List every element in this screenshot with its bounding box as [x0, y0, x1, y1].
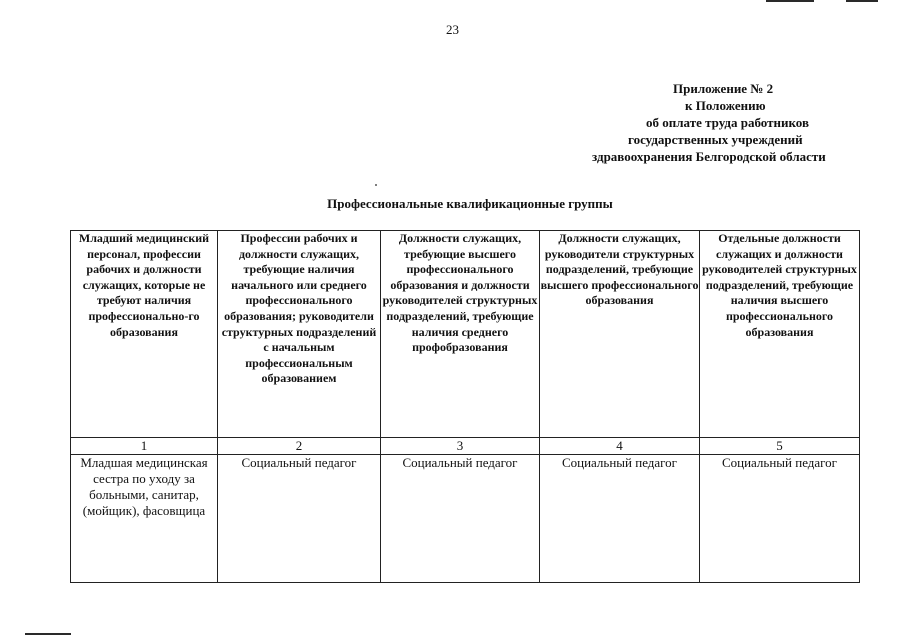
- scan-mark: [766, 0, 814, 2]
- column-header: Должности служащих, руководители структурных подразделений, требующие высшего профессионального образования: [540, 231, 700, 438]
- column-number: 3: [381, 438, 540, 455]
- column-header: Профессии рабочих и должности служащих, требующие наличия начального или среднего профессионального образования; руководители структурных подразделений с начальным профессиональным образованием: [218, 231, 381, 438]
- appendix-line: к Положению: [685, 98, 766, 113]
- table-cell: Социальный педагог: [218, 455, 381, 583]
- appendix-line: Приложение № 2: [673, 81, 774, 96]
- scan-mark: [25, 633, 71, 635]
- column-number: 5: [700, 438, 860, 455]
- column-number-row: [71, 438, 860, 455]
- column-number: 1: [71, 438, 218, 455]
- table-cell: Социальный педагог: [381, 455, 540, 583]
- document-title: Профессиональные квалификационные группы: [327, 196, 613, 211]
- appendix-line: государственных учреждений: [628, 132, 803, 147]
- appendix-line: здравоохранения Белгородской области: [592, 149, 826, 164]
- column-number: 2: [218, 438, 381, 455]
- page-number: 23: [446, 22, 459, 37]
- table-cell: Социальный педагог: [540, 455, 700, 583]
- column-number: 4: [540, 438, 700, 455]
- scan-mark: [846, 0, 878, 2]
- table-cell: Младшая медицинская сестра по уходу за больными, санитар, (мойщик), фасовщица: [71, 455, 218, 583]
- table-cell: Социальный педагог: [700, 455, 860, 583]
- qualification-groups-table: [70, 230, 860, 583]
- appendix-line: об оплате труда работников: [646, 115, 809, 130]
- column-header: Отдельные должности служащих и должности руководителей структурных подразделений, требующие наличия высшего профессионального образования: [700, 231, 860, 438]
- column-header: Должности служащих, требующие высшего профессионального образования и должности руководителей структурных подразделений, требующие наличия среднего профобразования: [381, 231, 540, 438]
- table-row: [71, 455, 860, 583]
- appendix-header: [560, 80, 905, 165]
- scan-speck: [375, 184, 377, 186]
- table-header-row: [71, 231, 860, 438]
- column-header: Младший медицинский персонал, профессии рабочих и должности служащих, которые не требуют наличия профессионально-го образования: [71, 231, 218, 438]
